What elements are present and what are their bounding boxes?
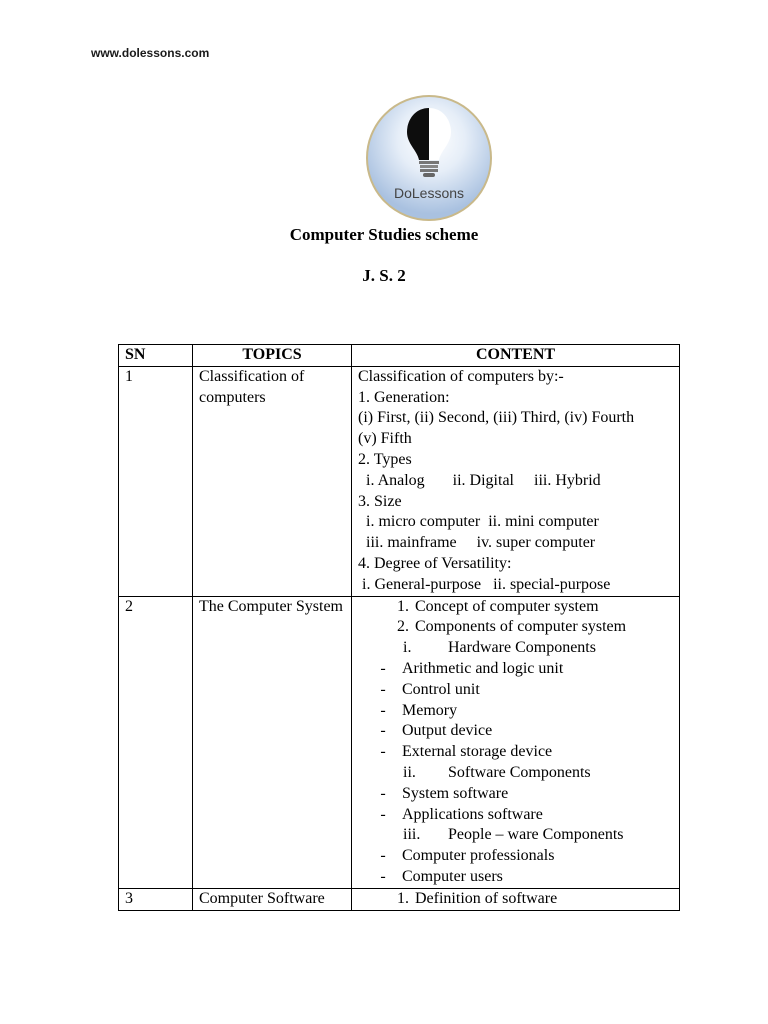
row-topic: Computer Software [193,888,352,910]
table-row [119,596,680,888]
dolessons-logo [365,94,493,222]
content-line: (i) First, (ii) Second, (iii) Third, (iv) Fourth [358,409,635,427]
list-item: Software Components [448,763,591,781]
row-topic: The Computer System [193,596,352,888]
table-header-row [119,345,680,367]
content-line: i. micro computer ii. mini computer [358,513,599,531]
row-topic: Classification of computers [193,366,352,596]
document-title: Computer Studies scheme [289,225,479,244]
document-subtitle: J. S. 2 [362,266,406,285]
header-topics: TOPICS [193,345,352,367]
row-content: 1. Concept of computer system 2. Components of computer system i. Hardware Components - Arithmetic and logic unit - Control unit - Memory - Output device - External storage device ii. Software Components - System software - Applications software iii. People – ware Components - Computer professionals - Computer users [352,596,680,888]
row-sn: 2 [119,596,193,888]
list-item: Arithmetic and logic unit [402,659,564,677]
list-item: Definition of software [415,889,558,907]
table-row [119,888,680,910]
row-sn: 1 [119,366,193,596]
content-line: 1. Generation: [358,388,450,406]
list-item: External storage device [402,743,553,761]
list-item: Hardware Components [448,639,596,657]
site-url[interactable]: www.dolessons.com [91,46,210,60]
list-item: System software [402,784,509,802]
list-item: People – ware Components [448,826,624,844]
row-sn: 3 [119,888,193,910]
list-item: Concept of computer system [415,597,599,615]
row-content: 1. Definition of software [352,888,680,910]
list-item: Components of computer system [415,618,627,636]
list-item: Applications software [402,805,543,823]
header-content: CONTENT [352,345,680,367]
content-line: iii. mainframe iv. super computer [358,534,596,552]
content-line: 4. Degree of Versatility: [358,554,512,572]
list-item: Computer users [402,867,503,885]
list-item: Control unit [402,680,480,698]
content-line: 2. Types [358,450,412,468]
list-item: Memory [402,701,458,719]
scheme-table [118,344,680,911]
content-line: (v) Fifth [358,430,412,448]
table-row [119,366,680,596]
content-line: 3. Size [358,492,402,510]
list-item: Computer professionals [402,847,555,865]
header-sn: SN [119,345,193,367]
content-line: i. Analog ii. Digital iii. Hybrid [358,471,601,489]
content-line: i. General-purpose ii. special-purpose [358,575,611,593]
list-item: Output device [402,722,493,740]
content-line: Classification of computers by:- [358,367,564,385]
logo-text: DoLessons [393,185,465,201]
row-content [352,366,680,596]
